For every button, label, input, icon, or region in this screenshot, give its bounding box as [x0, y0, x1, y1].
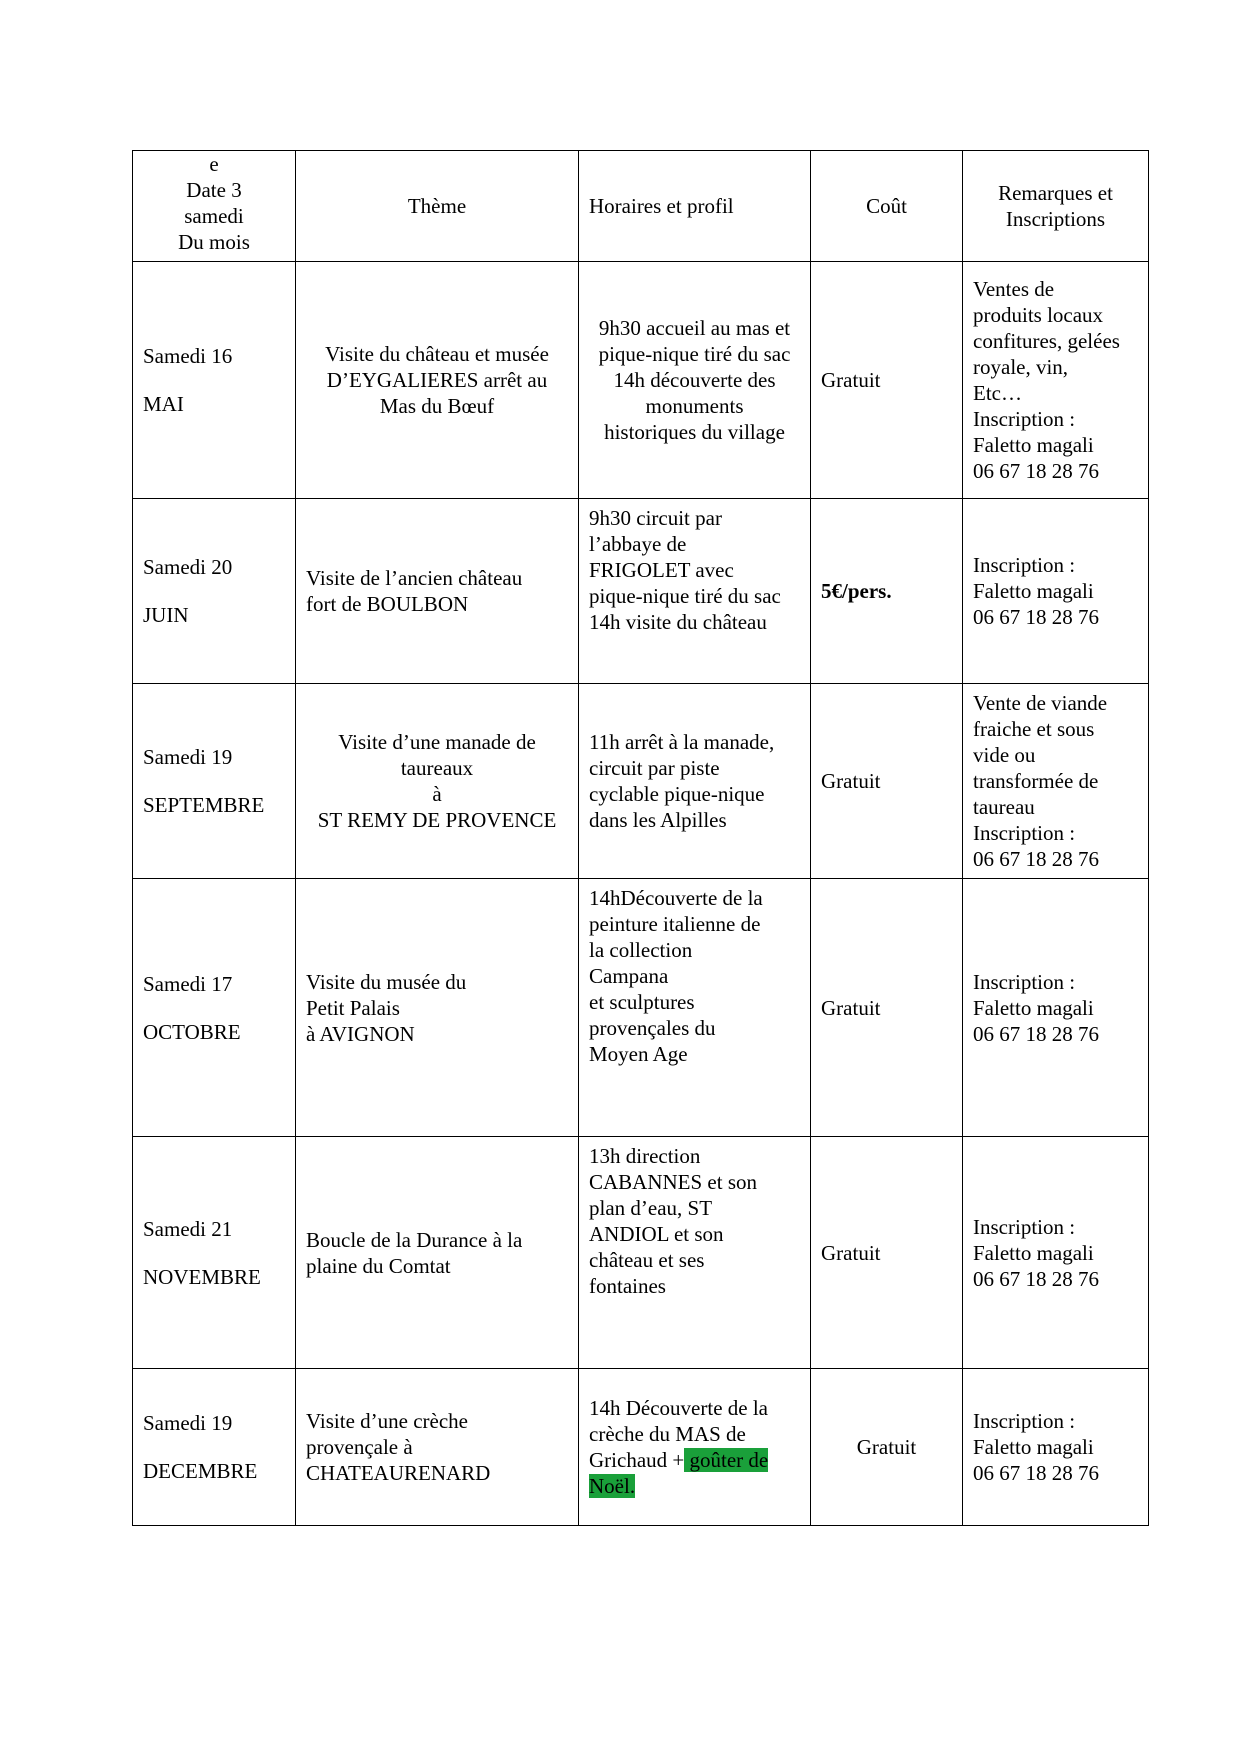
day-label: Samedi 20 — [143, 555, 233, 579]
horaires-cell: 13h direction CABANNES et son plan d’eau, ST ANDIOL et son château et ses fontaines — [579, 1137, 811, 1369]
day-label: Samedi 17 — [143, 971, 233, 996]
month-label: OCTOBRE — [143, 1019, 241, 1044]
header-date: e Date 3 samedi Du mois — [133, 151, 296, 262]
month-label: DECEMBRE — [143, 1459, 258, 1483]
theme-cell: Boucle de la Durance à la plaine du Comtat — [296, 1137, 579, 1369]
remarques-cell: Inscription : Faletto magali 06 67 18 28 76 — [963, 1369, 1149, 1526]
header-cout: Coût — [811, 151, 963, 262]
table-row — [133, 1137, 1149, 1369]
day-label: Samedi 19 — [143, 745, 233, 769]
date-cell — [133, 1137, 296, 1369]
day-label: Samedi 19 — [143, 1411, 233, 1435]
horaires-cell — [579, 1369, 811, 1526]
horaires-cell: 14hDécouverte de la peinture italienne de la collection Campana et sculptures provençales du Moyen Age — [579, 879, 811, 1137]
month-label: SEPTEMBRE — [143, 793, 265, 817]
remarques-cell: Inscription : Faletto magali 06 67 18 28 76 — [963, 879, 1149, 1137]
date-cell — [133, 1369, 296, 1526]
theme-cell: Visite d’une crèche provençale à CHATEAURENARD — [296, 1369, 579, 1526]
horaires-cell: 9h30 circuit par l’abbaye de FRIGOLET avec pique-nique tiré du sac 14h visite du château — [579, 499, 811, 684]
cout-cell: Gratuit — [811, 879, 963, 1137]
cout-cell: Gratuit — [811, 262, 963, 499]
horaires-text: 14h Découverte de la crèche du MAS de Grichaud + — [589, 1396, 769, 1472]
table-row — [133, 262, 1149, 499]
horaires-cell: 11h arrêt à la manade, circuit par piste cyclable pique-nique dans les Alpilles — [579, 684, 811, 879]
theme-cell: Visite de l’ancien château fort de BOULBON — [296, 499, 579, 684]
header-horaires: Horaires et profil — [579, 151, 811, 262]
cout-cell: 5€/pers. — [811, 499, 963, 684]
header-remarques: Remarques et Inscriptions — [963, 151, 1149, 262]
theme-cell: Visite du musée du Petit Palais à AVIGNON — [296, 879, 579, 1137]
schedule-table — [132, 150, 1149, 1526]
cout-cell: Gratuit — [811, 684, 963, 879]
theme-cell: Visite d’une manade de taureaux à ST REMY DE PROVENCE — [296, 684, 579, 879]
month-label: NOVEMBRE — [143, 1264, 261, 1289]
table-row — [133, 1369, 1149, 1526]
remarques-cell: Inscription : Faletto magali 06 67 18 28 76 — [963, 499, 1149, 684]
header-theme: Thème — [296, 151, 579, 262]
date-cell — [133, 262, 296, 499]
table-row — [133, 684, 1149, 879]
cout-cell: Gratuit — [811, 1137, 963, 1369]
day-label: Samedi 16 — [143, 344, 233, 368]
remarques-cell: Ventes de produits locaux confitures, gelées royale, vin, Etc… Inscription : Faletto magali 06 67 18 28 76 — [963, 262, 1149, 499]
remarques-cell: Inscription : Faletto magali 06 67 18 28 76 — [963, 1137, 1149, 1369]
remarques-cell: Vente de viande fraiche et sous vide ou transformée de taureau Inscription : 06 67 18 28 76 — [963, 684, 1149, 879]
month-label: JUIN — [143, 603, 189, 627]
header-row — [133, 151, 1149, 262]
highlighted-text: goûter de Noël. — [589, 1448, 769, 1498]
month-label: MAI — [143, 392, 184, 416]
table-row — [133, 879, 1149, 1137]
horaires-cell: 9h30 accueil au mas et pique-nique tiré du sac 14h découverte des monuments historiques du village — [579, 262, 811, 499]
cout-cell: Gratuit — [811, 1369, 963, 1526]
theme-cell: Visite du château et musée D’EYGALIERES arrêt au Mas du Bœuf — [296, 262, 579, 499]
date-cell — [133, 879, 296, 1137]
table-row — [133, 499, 1149, 684]
day-label: Samedi 21 — [143, 1216, 233, 1241]
date-cell — [133, 684, 296, 879]
date-cell — [133, 499, 296, 684]
